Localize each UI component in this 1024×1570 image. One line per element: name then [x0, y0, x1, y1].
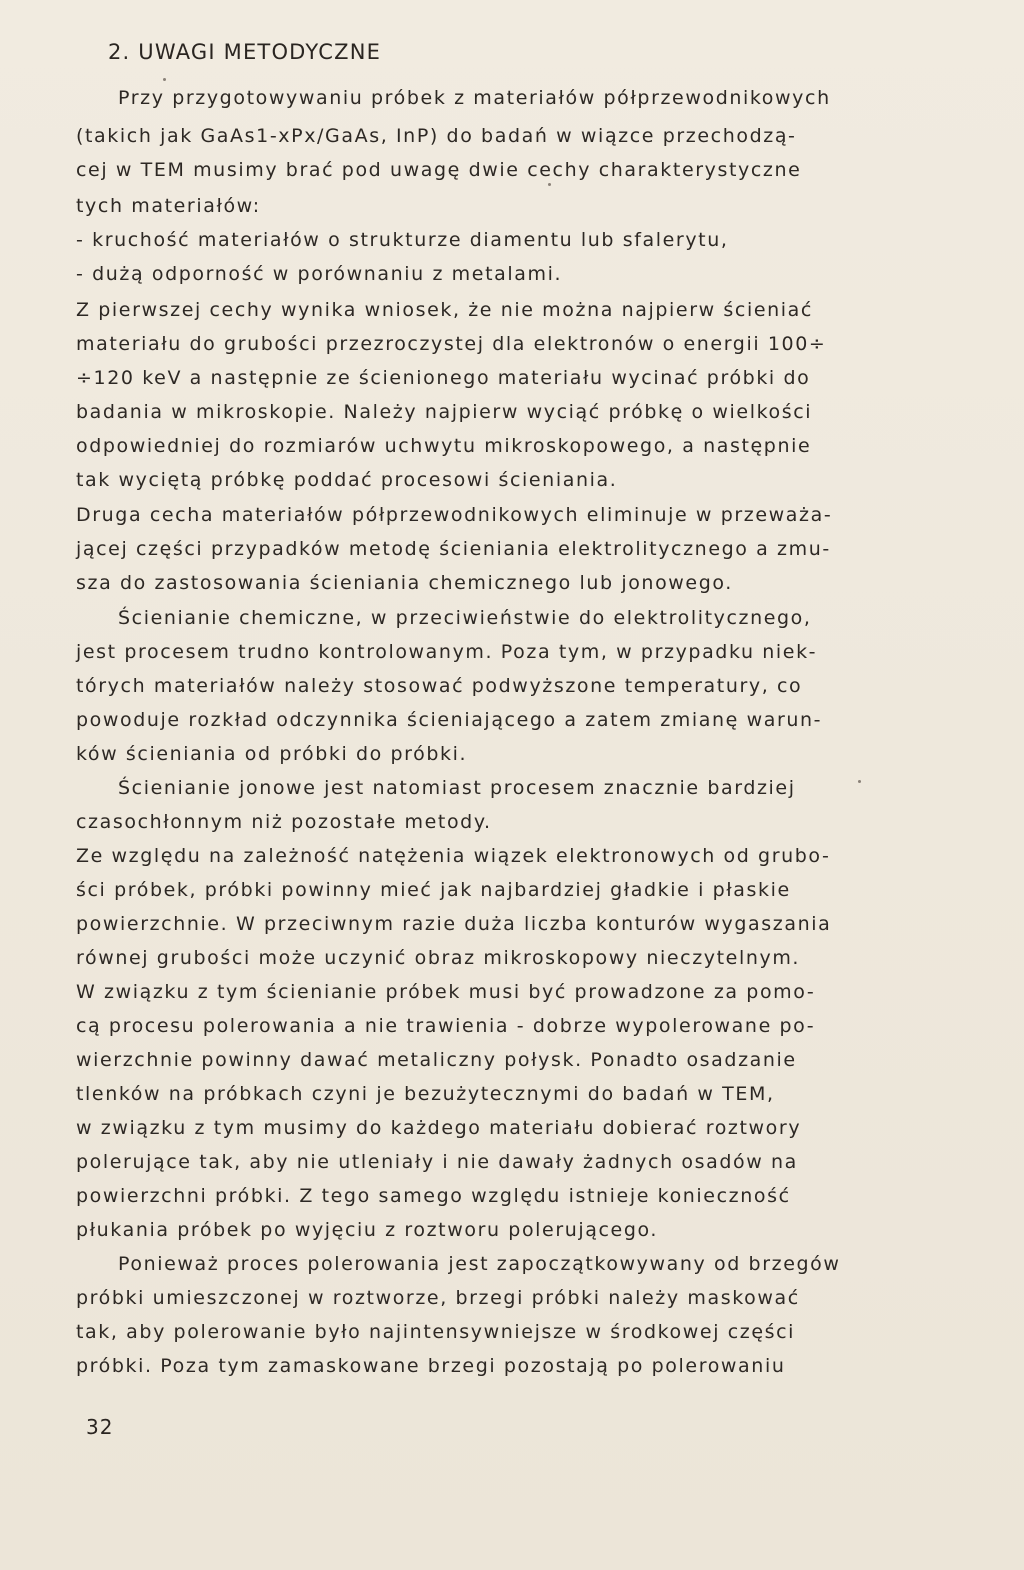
text-line: próbki umieszczonej w roztworze, brzegi próbki należy maskować [76, 1287, 800, 1309]
text-line: jest procesem trudno kontrolowanym. Poza tym, w przypadku niek- [76, 641, 818, 663]
text-line: jącej części przypadków metodę ścieniania elektrolitycznego a zmu- [76, 538, 831, 560]
text-line: tak wyciętą próbkę poddać procesowi ścieniania. [76, 469, 618, 491]
text-line: płukania próbek po wyjęciu z roztworu polerującego. [76, 1219, 659, 1241]
text-line: odpowiedniej do rozmiarów uchwytu mikroskopowego, a następnie [76, 435, 812, 457]
text-line: Ze względu na zależność natężenia wiązek elektronowych od grubo- [76, 845, 831, 867]
page-number: 32 [86, 1415, 114, 1439]
paper-speck [858, 780, 861, 783]
text-line: Ścienianie chemiczne, w przeciwieństwie do elektrolitycznego, [118, 607, 812, 629]
text-line: próbki. Poza tym zamaskowane brzegi pozostają po polerowaniu [76, 1355, 786, 1377]
text-line: ści próbek, próbki powinny mieć jak najbardziej gładkie i płaskie [76, 879, 791, 901]
text-line: polerujące tak, aby nie utleniały i nie dawały żadnych osadów na [76, 1151, 798, 1173]
text-line: tórych materiałów należy stosować podwyższone temperatury, co [76, 675, 803, 697]
text-line: równej grubości może uczynić obraz mikroskopowy nieczytelnym. [76, 947, 801, 969]
text-line: badania w mikroskopie. Należy najpierw wyciąć próbkę o wielkości [76, 401, 813, 423]
text-line: powierzchni próbki. Z tego samego względu istnieje konieczność [76, 1185, 791, 1207]
text-line: wierzchnie powinny dawać metaliczny połysk. Ponadto osadzanie [76, 1049, 797, 1071]
text-line: cej w TEM musimy brać pod uwagę dwie cechy charakterystyczne [76, 159, 802, 181]
text-line: Ścienianie jonowe jest natomiast procesem znacznie bardziej [118, 777, 796, 799]
text-line: w związku z tym musimy do każdego materiału dobierać roztwory [76, 1117, 802, 1139]
text-line: cą procesu polerowania a nie trawienia - dobrze wypolerowane po- [76, 1015, 816, 1037]
text-line: materiału do grubości przezroczystej dla elektronów o energii 100÷ [76, 333, 827, 355]
text-line: tak, aby polerowanie było najintensywniejsze w środkowej części [76, 1321, 796, 1343]
text-line: - dużą odporność w porównaniu z metalami. [76, 263, 563, 285]
text-line: tych materiałów: [76, 195, 261, 217]
text-line: ków ścieniania od próbki do próbki. [76, 743, 468, 765]
text-line: powierzchnie. W przeciwnym razie duża liczba konturów wygaszania [76, 913, 832, 935]
paper-speck [548, 183, 551, 186]
text-line: czasochłonnym niż pozostałe metody. [76, 811, 492, 833]
text-line: sza do zastosowania ścieniania chemicznego lub jonowego. [76, 572, 733, 594]
section-heading: 2. UWAGI METODYCZNE [108, 40, 382, 64]
text-line: ÷120 keV a następnie ze ścienionego materiału wycinać próbki do [76, 367, 811, 389]
text-line: Ponieważ proces polerowania jest zapoczątkowywany od brzegów [118, 1253, 841, 1275]
paper-speck [163, 78, 166, 81]
text-line: - kruchość materiałów o strukturze diamentu lub sfalerytu, [76, 229, 729, 251]
text-line: Druga cecha materiałów półprzewodnikowych eliminuje w przeważa- [76, 504, 833, 526]
text-line: powoduje rozkład odczynnika ścieniającego a zatem zmianę warun- [76, 709, 823, 731]
text-line: tlenków na próbkach czyni je bezużytecznymi do badań w TEM, [76, 1083, 775, 1105]
text-line: Z pierwszej cechy wynika wniosek, że nie można najpierw ścieniać [76, 299, 813, 321]
text-line: Przy przygotowywaniu próbek z materiałów półprzewodnikowych [118, 87, 831, 109]
text-line: W związku z tym ścienianie próbek musi być prowadzone za pomo- [76, 981, 816, 1003]
text-line: (takich jak GaAs1-xPx/GaAs, InP) do badań w wiązce przechodzą- [76, 125, 797, 147]
